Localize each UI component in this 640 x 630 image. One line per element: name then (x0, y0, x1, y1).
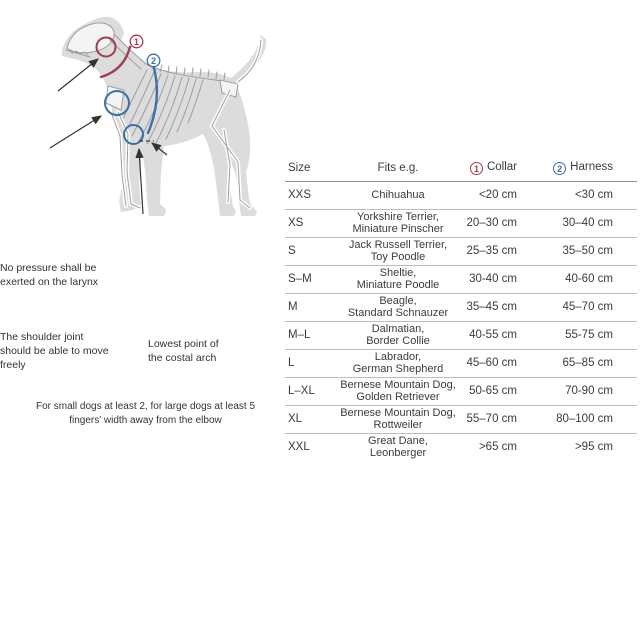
note-finger-width: For small dogs at least 2, for large dogs at least 5 fingers' width away from the elbow (36, 401, 255, 426)
table-row (285, 377, 637, 405)
collar-cell: 35–45 cm (463, 293, 525, 321)
collar-marker-icon: 1 (470, 162, 483, 175)
col-header-harness (525, 155, 637, 181)
fits-cell (333, 181, 463, 209)
note-costal-arch: Lowest point of the costal arch (148, 338, 219, 364)
fits-line2: Rottweiler (373, 419, 423, 431)
table-row (285, 405, 637, 433)
fits-line2: German Shepherd (352, 363, 444, 375)
size-cell: S–M (285, 265, 333, 293)
collar-cell: 45–60 cm (463, 349, 525, 377)
fits-line1: Bernese Mountain Dog, (340, 406, 456, 419)
annotation-arrow-larynx (58, 59, 98, 91)
harness-cell: 40-60 cm (525, 265, 637, 293)
harness-marker-icon (147, 54, 160, 67)
fits-line2: Toy Poodle (370, 251, 426, 263)
collar-cell: 40-55 cm (463, 321, 525, 349)
fits-cell (333, 321, 463, 349)
table-row (285, 237, 637, 265)
harness-cell: >95 cm (574, 441, 613, 454)
collar-marker-icon (130, 35, 143, 48)
fits-cell (333, 433, 463, 461)
col-header-collar-label: Collar (486, 160, 517, 173)
harness-cell: 45–70 cm (525, 293, 637, 321)
size-cell: S (285, 237, 333, 265)
dog-skeleton-illustration (0, 0, 290, 260)
table-row (285, 433, 637, 461)
size-cell: XXS (285, 181, 333, 209)
size-cell: M (285, 293, 333, 321)
harness-cell: <30 cm (525, 181, 637, 209)
fits-line2: Standard Schnauzer (347, 307, 449, 319)
fits-line2: Border Collie (366, 335, 430, 347)
table-row (285, 209, 637, 237)
harness-cell: 65–85 cm (525, 349, 637, 377)
fits-line1: Jack Russell Terrier, (348, 238, 448, 251)
collar-cell: 30-40 cm (463, 265, 525, 293)
fits-cell (333, 377, 463, 405)
size-cell: XL (285, 405, 333, 433)
fits-line1: Great Dane, (368, 434, 428, 447)
collar-cell: 55–70 cm (463, 405, 525, 433)
size-cell: L–XL (285, 377, 333, 405)
size-cell: M–L (285, 321, 333, 349)
col-header-harness-label: Harness (570, 160, 613, 173)
fits-line2: Golden Retriever (356, 391, 440, 403)
table-row (285, 349, 637, 377)
fits-cell (333, 237, 463, 265)
fits-cell (333, 293, 463, 321)
fits-cell (333, 265, 463, 293)
table-row (285, 265, 637, 293)
collar-cell: >65 cm (478, 441, 517, 454)
table-row (285, 181, 637, 209)
harness-marker-icon: 2 (553, 162, 566, 175)
harness-cell: 70-90 cm (525, 377, 637, 405)
fits-line1: Dalmatian, (371, 322, 425, 335)
fits-cell (333, 405, 463, 433)
collar-cell: <20 cm (463, 181, 525, 209)
annotation-arrow-shoulder (50, 116, 101, 148)
size-cell: XXL (288, 441, 310, 454)
svg-text:1: 1 (133, 36, 140, 47)
table-header-row (285, 155, 637, 181)
fits-line2: Miniature Pinscher (352, 223, 444, 235)
fits-cell (333, 209, 463, 237)
note-shoulder: The shoulder joint should be able to move freely (0, 331, 109, 371)
table-row (285, 321, 637, 349)
table-row (285, 293, 637, 321)
fits-line1: Labrador, (374, 350, 422, 363)
harness-cell: 35–50 cm (525, 237, 637, 265)
fits-line2: Miniature Poodle (356, 279, 440, 291)
col-header-fits: Fits e.g. (333, 155, 463, 181)
fits-line1: Bernese Mountain Dog, (340, 378, 456, 391)
size-table (285, 155, 637, 461)
svg-text:2: 2 (150, 55, 157, 66)
collar-cell: 50-65 cm (463, 377, 525, 405)
col-header-collar (463, 155, 525, 181)
size-cell: XS (285, 209, 333, 237)
fits-line1: Yorkshire Terrier, (357, 210, 439, 223)
fits-cell (333, 349, 463, 377)
note-larynx: No pressure shall be exerted on the larynx (0, 262, 99, 288)
col-header-size: Size (285, 155, 333, 181)
collar-cell: 25–35 cm (463, 237, 525, 265)
fits-line1: Beagle, (379, 294, 417, 307)
harness-cell: 80–100 cm (525, 405, 637, 433)
fits-line2: Leonberger (369, 447, 427, 460)
harness-cell: 55-75 cm (525, 321, 637, 349)
fits-line1: Sheltie, (379, 266, 417, 279)
fits-line1: Chihuahua (371, 188, 425, 201)
harness-cell: 30–40 cm (525, 209, 637, 237)
collar-cell: 20–30 cm (463, 209, 525, 237)
size-cell: L (285, 349, 333, 377)
